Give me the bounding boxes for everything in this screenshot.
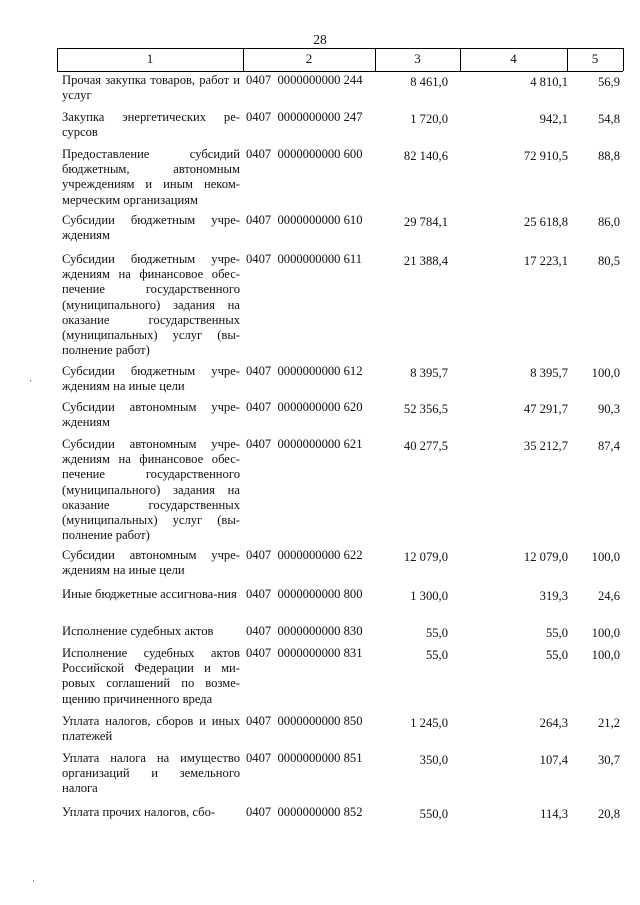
row-value-col3: 550,0: [419, 807, 448, 821]
row-name: Субсидии бюджетным учре-ждениям: [62, 213, 240, 243]
table-header-bottom-border: [57, 71, 623, 72]
row-value-col4: 4 810,1: [530, 75, 568, 89]
row-value-col5: 100,0: [591, 648, 620, 662]
row-code: 0407 0000000000 620: [246, 400, 363, 414]
row-code: 0407 0000000000 830: [246, 624, 363, 638]
page-number: 28: [313, 32, 327, 47]
row-value-col3: 40 277,5: [403, 439, 448, 453]
row-value-col4: 25 618,8: [523, 215, 568, 229]
row-value-col3: 8 461,0: [410, 75, 448, 89]
row-name: Уплата налогов, сборов и иных платежей: [62, 714, 240, 744]
row-value-col4: 942,1: [539, 112, 568, 126]
row-value-col3: 1 245,0: [410, 716, 448, 730]
row-name: Уплата прочих налогов, сбо-: [62, 805, 216, 819]
row-value-col5: 24,6: [597, 589, 620, 603]
row-value-col4: 55,0: [545, 626, 568, 640]
column-number-5: 5: [591, 51, 599, 66]
row-name: Субсидии бюджетным учре-ждениям на финансовое обес-печение государственного (муниципального) задания на оказание государственных (муниципальных) услуг (вы-полнение работ): [62, 252, 240, 358]
row-value-col3: 52 356,5: [403, 402, 448, 416]
row-value-col3: 55,0: [425, 626, 448, 640]
row-value-col3: 82 140,6: [403, 149, 448, 163]
row-name: Закупка энергетических ре-сурсов: [62, 110, 240, 140]
row-name: Субсидии бюджетным учре-ждениям на иные цели: [62, 364, 240, 394]
row-value-col4: 35 212,7: [523, 439, 568, 453]
column-number-1: 1: [146, 51, 154, 66]
row-code: 0407 0000000000 600: [246, 147, 363, 161]
row-value-col3: 55,0: [425, 648, 448, 662]
row-value-col4: 72 910,5: [523, 149, 568, 163]
row-value-col5: 87,4: [597, 439, 620, 453]
row-value-col4: 114,3: [540, 807, 568, 821]
row-value-col5: 20,8: [597, 807, 620, 821]
row-code: 0407 0000000000 610: [246, 213, 363, 227]
row-value-col5: 54,8: [597, 112, 620, 126]
row-name: Субсидии автономным учре-ждениям на иные цели: [62, 548, 240, 578]
row-code: 0407 0000000000 621: [246, 437, 363, 451]
column-divider: [623, 48, 624, 71]
row-name: Субсидии автономным учре-ждениям: [62, 400, 240, 430]
row-value-col5: 56,9: [597, 75, 620, 89]
row-value-col4: 8 395,7: [530, 366, 568, 380]
row-value-col5: 100,0: [591, 550, 620, 564]
column-number-4: 4: [510, 51, 517, 66]
row-value-col5: 21,2: [597, 716, 620, 730]
row-value-col5: 80,5: [597, 254, 620, 268]
row-value-col3: 29 784,1: [403, 215, 448, 229]
row-name: Уплата налога на имущество организаций и земельного налога: [62, 751, 240, 796]
row-value-col4: 12 079,0: [523, 550, 568, 564]
row-code: 0407 0000000000 612: [246, 364, 363, 378]
row-value-col3: 12 079,0: [403, 550, 448, 564]
row-name: Субсидии автономным учре-ждениям на финансовое обес-печение государственного (муниципального) задания на оказание государственных (муниципальных) услуг (вы-полнение работ): [62, 437, 240, 543]
row-value-col4: 17 223,1: [523, 254, 568, 268]
row-code: 0407 0000000000 852: [246, 805, 363, 819]
row-code: 0407 0000000000 611: [246, 252, 363, 266]
column-number-3: 3: [414, 51, 421, 66]
row-code: 0407 0000000000 831: [246, 646, 363, 660]
row-code: 0407 0000000000 850: [246, 714, 363, 728]
row-value-col4: 107,4: [539, 753, 568, 767]
row-value-col4: 264,3: [539, 716, 568, 730]
row-value-col3: 21 388,4: [403, 254, 448, 268]
row-value-col3: 1 720,0: [410, 112, 448, 126]
row-name: Предоставление субсидий бюджетным, автономным учреждениям и иным неком-мерческим организациям: [62, 147, 240, 207]
row-value-col4: 319,3: [539, 589, 568, 603]
table-top-border: [57, 48, 623, 49]
row-value-col5: 86,0: [597, 215, 620, 229]
row-code: 0407 0000000000 247: [246, 110, 363, 124]
row-value-col5: 30,7: [597, 753, 620, 767]
scan-mark: [33, 880, 34, 882]
column-number-2: 2: [305, 51, 313, 66]
row-value-col5: 90,3: [597, 402, 620, 416]
row-value-col3: 8 395,7: [410, 366, 448, 380]
row-code: 0407 0000000000 851: [246, 751, 363, 765]
row-value-col5: 100,0: [591, 626, 620, 640]
row-name: Иные бюджетные ассигнова-ния: [62, 587, 237, 601]
row-value-col3: 1 300,0: [410, 589, 448, 603]
row-code: 0407 0000000000 244: [246, 73, 363, 87]
row-name: Прочая закупка товаров, работ и услуг: [62, 73, 240, 103]
row-code: 0407 0000000000 622: [246, 548, 363, 562]
row-value-col5: 88,8: [597, 149, 620, 163]
row-name: Исполнение судебных актов: [62, 624, 214, 638]
row-code: 0407 0000000000 800: [246, 587, 363, 601]
scan-mark: [30, 380, 31, 382]
row-name: Исполнение судебных актов Российской Федерации и ми-ровых соглашений по возме-щению причиненного вреда: [62, 646, 240, 706]
row-value-col4: 55,0: [545, 648, 568, 662]
row-value-col3: 350,0: [419, 753, 448, 767]
row-value-col4: 47 291,7: [523, 402, 568, 416]
row-value-col5: 100,0: [591, 366, 620, 380]
